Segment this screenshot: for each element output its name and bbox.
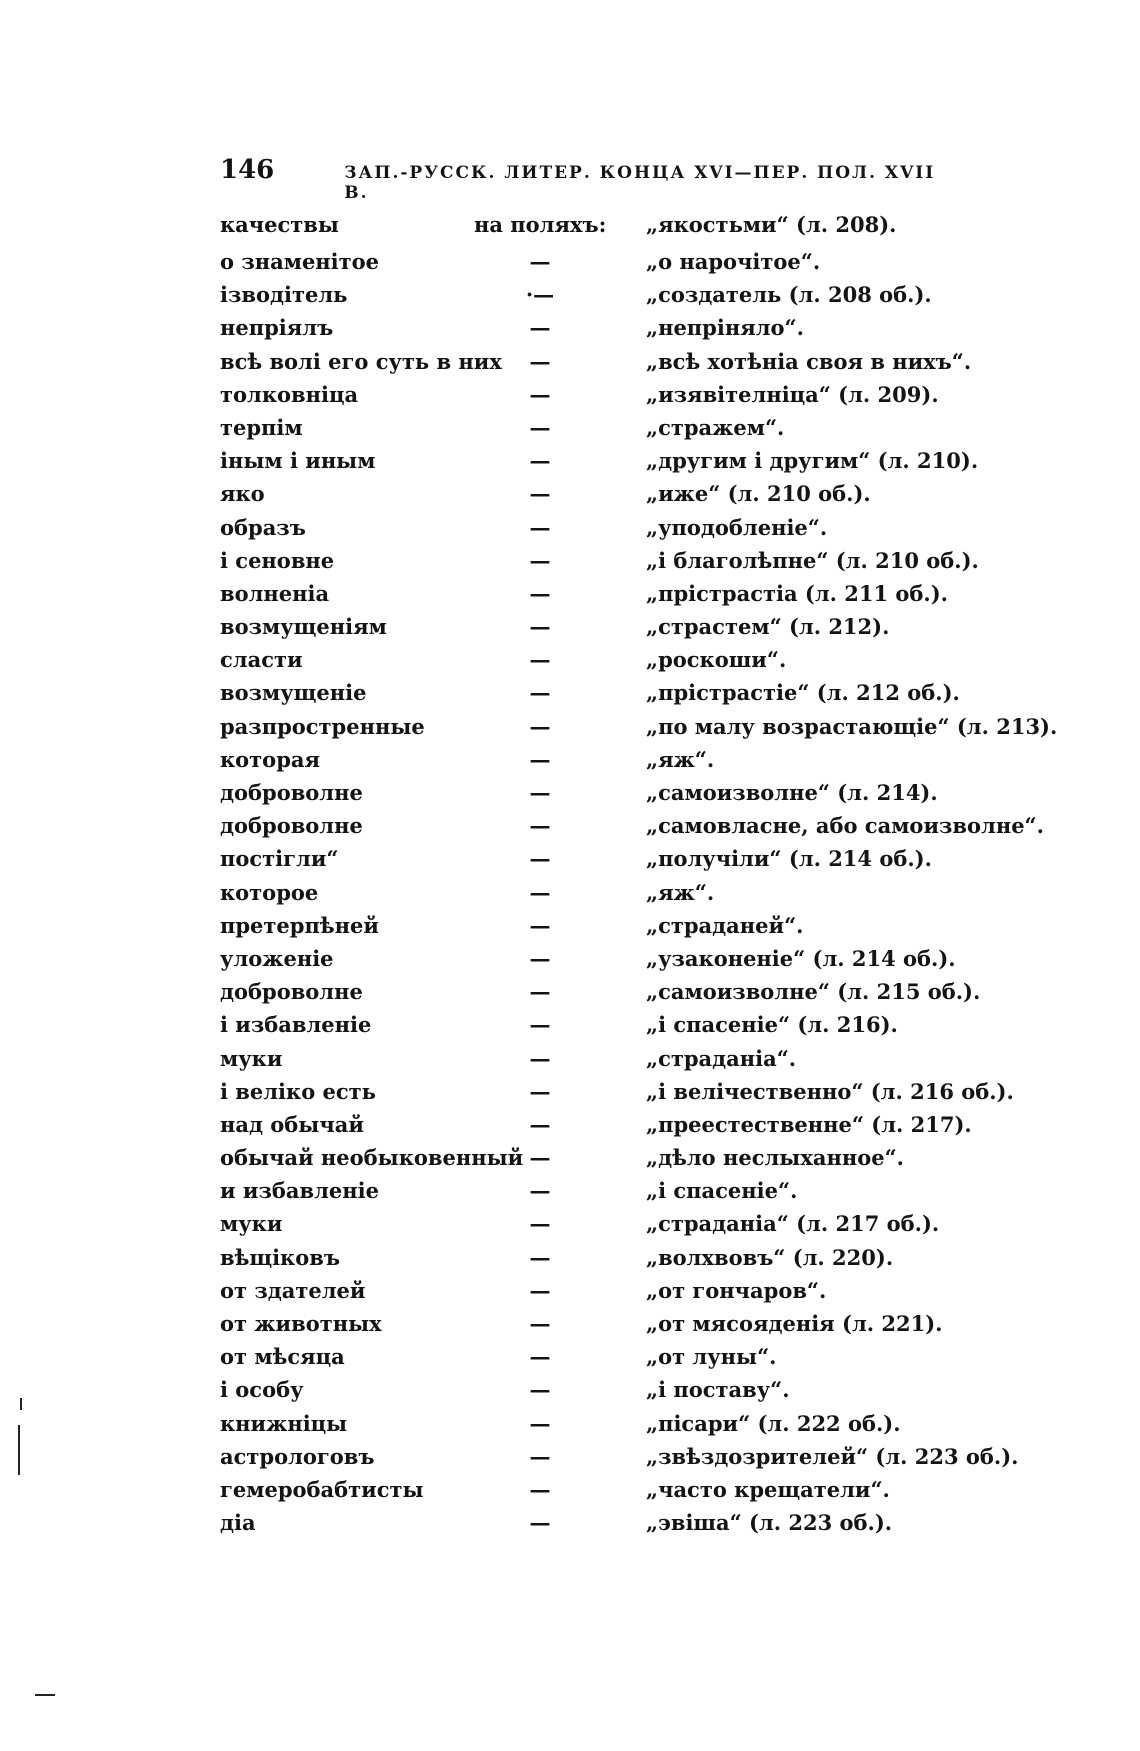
glossary-table xyxy=(220,212,1080,1539)
row-term: доброволне xyxy=(220,813,363,839)
table-row xyxy=(220,1307,1080,1340)
row-term: от здателей xyxy=(220,1277,366,1303)
row-dash: — xyxy=(529,249,551,274)
table-row xyxy=(220,1108,1080,1141)
row-translation: „пісари“ (л. 222 об.). xyxy=(646,1410,901,1436)
row-translation: „роскоши“. xyxy=(646,647,787,673)
table-row xyxy=(220,610,1080,643)
row-term: постігли“ xyxy=(220,846,339,872)
row-translation: „по малу возрастающіе“ (л. 213). xyxy=(646,713,1058,739)
row-translation: „дѣло неслыханное“. xyxy=(646,1145,904,1171)
margin-mark xyxy=(35,1694,55,1696)
row-translation: „і спасеніе“ (л. 216). xyxy=(646,1012,898,1038)
table-row xyxy=(220,710,1080,743)
row-translation: „эвіша“ (л. 223 об.). xyxy=(646,1510,893,1536)
row-term: возмущеніям xyxy=(220,614,387,640)
table-row xyxy=(220,1506,1080,1539)
row-translation: „получіли“ (л. 214 об.). xyxy=(646,846,932,872)
table-row xyxy=(220,1075,1080,1108)
row-translation: „самоизволне“ (л. 215 об.). xyxy=(646,979,981,1005)
table-row xyxy=(220,311,1080,344)
row-dash: — xyxy=(529,614,551,640)
table-row xyxy=(220,1373,1080,1406)
row-dash: — xyxy=(529,746,551,772)
table-row xyxy=(220,975,1080,1008)
row-term: о знаменітое xyxy=(220,249,380,274)
row-term: волненіа xyxy=(220,580,330,606)
row-term: от мѣсяца xyxy=(220,1344,345,1370)
row-translation: „прістрастіа (л. 211 об.). xyxy=(646,580,948,606)
row-dash: — xyxy=(529,1510,551,1536)
row-term: доброволне xyxy=(220,780,363,805)
row-translation: „от луны“. xyxy=(646,1344,777,1370)
column-header-left: качествы xyxy=(220,212,339,237)
row-term: і особу xyxy=(220,1377,304,1403)
row-dash: — xyxy=(529,348,551,374)
row-term: і избавленіе xyxy=(220,1012,372,1038)
row-dash: — xyxy=(529,713,551,739)
table-row xyxy=(220,643,1080,676)
row-term: разпростренные xyxy=(220,713,425,739)
row-dash: — xyxy=(529,1145,551,1171)
row-term: книжніцы xyxy=(220,1410,348,1436)
row-dash: — xyxy=(529,1111,551,1137)
row-dash: — xyxy=(529,979,551,1005)
margin-mark xyxy=(20,1398,22,1410)
row-dash: — xyxy=(529,1410,551,1436)
page-header xyxy=(220,155,940,203)
table-row xyxy=(220,743,1080,776)
row-translation: „изявітелніца“ (л. 209). xyxy=(646,381,939,407)
row-dash: — xyxy=(529,1244,551,1270)
row-dash: — xyxy=(529,1012,551,1038)
table-row xyxy=(220,345,1080,378)
row-translation: „о нарочітое“. xyxy=(646,249,821,274)
row-dash: — xyxy=(529,879,551,905)
row-translation: „і спасеніе“. xyxy=(646,1178,798,1204)
row-translation: „страданей“. xyxy=(646,912,804,938)
row-translation: „прістрастіе“ (л. 212 об.). xyxy=(646,680,960,706)
row-term: муки xyxy=(220,1045,283,1071)
table-row xyxy=(220,1241,1080,1274)
row-translation: „другим і другим“ (л. 210). xyxy=(646,448,979,474)
row-dash: — xyxy=(529,414,551,440)
row-translation: „всѣ хотѣніа своя в нихъ“. xyxy=(646,348,972,374)
row-translation: „і поставу“. xyxy=(646,1377,790,1403)
row-term: претерпѣней xyxy=(220,912,379,938)
row-term: муки xyxy=(220,1211,283,1237)
table-row xyxy=(220,1008,1080,1041)
row-translation: „страданіа“ (л. 217 об.). xyxy=(646,1211,940,1237)
row-term: яко xyxy=(220,481,265,507)
row-dash: — xyxy=(529,846,551,872)
row-term: толковніца xyxy=(220,381,359,407)
table-row xyxy=(220,876,1080,909)
table-row xyxy=(220,1407,1080,1440)
row-term: і сеновне xyxy=(220,547,335,573)
table-row xyxy=(220,942,1080,975)
row-dash: — xyxy=(529,647,551,673)
row-translation: „страданіа“. xyxy=(646,1045,797,1071)
row-dash: — xyxy=(529,514,551,540)
column-header-right: „якостьми“ (л. 208). xyxy=(646,212,897,237)
row-term: і веліко есть xyxy=(220,1078,376,1104)
margin-mark xyxy=(18,1425,20,1475)
row-dash: — xyxy=(529,481,551,507)
row-term: над обычай xyxy=(220,1111,364,1137)
row-dash: — xyxy=(529,680,551,706)
row-term: и избавленіе xyxy=(220,1178,379,1204)
running-head: ЗАП.-РУССК. ЛИТЕР. КОНЦА XVI—ПЕР. ПОЛ. XVII В. xyxy=(344,163,936,203)
row-translation: „стражем“. xyxy=(646,414,785,440)
row-dash: — xyxy=(529,448,551,474)
table-row xyxy=(220,1174,1080,1207)
row-term: діа xyxy=(220,1510,256,1536)
table-row xyxy=(220,1141,1080,1174)
row-translation: „яж“. xyxy=(646,746,715,772)
row-term: которая xyxy=(220,746,320,772)
row-dash: — xyxy=(529,1045,551,1071)
column-header-middle: на поляхъ: xyxy=(474,212,607,237)
table-row xyxy=(220,1340,1080,1373)
row-translation: „волхвовъ“ (л. 220). xyxy=(646,1244,894,1270)
table-row xyxy=(220,842,1080,875)
row-dash: — xyxy=(529,945,551,971)
row-translation: „і велічественно“ (л. 216 об.). xyxy=(646,1078,1014,1104)
row-dash: — xyxy=(529,1178,551,1204)
row-translation: „і благолѣпне“ (л. 210 об.). xyxy=(646,547,979,573)
table-row xyxy=(220,809,1080,842)
row-term: іным і иным xyxy=(220,448,376,474)
row-dash: — xyxy=(529,381,551,407)
row-term: которое xyxy=(220,879,319,905)
row-translation: „звѣздозрителей“ (л. 223 об.). xyxy=(646,1443,1019,1469)
row-term: всѣ волі его суть в них xyxy=(220,348,502,374)
row-translation: „яж“. xyxy=(646,879,715,905)
row-dash: — xyxy=(529,813,551,839)
row-translation: „от мясояденія (л. 221). xyxy=(646,1311,943,1336)
row-dash: — xyxy=(529,1311,551,1336)
table-row xyxy=(220,1473,1080,1506)
row-dash: — xyxy=(529,315,551,341)
row-dash: — xyxy=(529,1476,551,1502)
row-term: обычай необыковенный xyxy=(220,1145,524,1171)
row-translation: „часто крещатели“. xyxy=(646,1476,890,1502)
row-translation: „узаконеніе“ (л. 214 об.). xyxy=(646,945,956,971)
row-term: сласти xyxy=(220,647,303,673)
table-row xyxy=(220,1207,1080,1240)
row-dash: — xyxy=(529,580,551,606)
table-row xyxy=(220,676,1080,709)
row-translation: „от гончаров“. xyxy=(646,1277,827,1303)
row-term: гемеробабтисты xyxy=(220,1476,424,1502)
row-translation: „иже“ (л. 210 об.). xyxy=(646,481,871,507)
row-translation: „самоизволне“ (л. 214). xyxy=(646,780,938,805)
table-row xyxy=(220,477,1080,510)
table-row xyxy=(220,776,1080,809)
column-headers xyxy=(220,212,1080,245)
row-term: образъ xyxy=(220,514,306,540)
row-term: терпім xyxy=(220,414,303,440)
row-translation: „преестественне“ (л. 217). xyxy=(646,1111,972,1137)
row-dash: — xyxy=(529,1344,551,1370)
row-term: возмущеніе xyxy=(220,680,367,706)
row-term: уложеніе xyxy=(220,945,334,971)
row-translation: „самовласне, або самоизволне“. xyxy=(646,813,1044,839)
row-dash: — xyxy=(529,1211,551,1237)
row-dash: — xyxy=(529,1377,551,1403)
table-row xyxy=(220,511,1080,544)
row-dash: ·— xyxy=(525,282,555,308)
table-row xyxy=(220,544,1080,577)
table-row xyxy=(220,411,1080,444)
table-row xyxy=(220,1440,1080,1473)
table-row xyxy=(220,1042,1080,1075)
row-term: ізводітель xyxy=(220,282,348,308)
row-dash: — xyxy=(529,1277,551,1303)
row-translation: „создатель (л. 208 об.). xyxy=(646,282,932,308)
table-row xyxy=(220,245,1080,278)
table-row xyxy=(220,378,1080,411)
row-dash: — xyxy=(529,912,551,938)
row-term: непріялъ xyxy=(220,315,334,341)
page-number: 146 xyxy=(220,155,275,185)
table-row xyxy=(220,1274,1080,1307)
row-term: доброволне xyxy=(220,979,363,1005)
row-term: от животных xyxy=(220,1311,382,1336)
row-term: вѣщіковъ xyxy=(220,1244,340,1270)
row-translation: „страстем“ (л. 212). xyxy=(646,614,890,640)
table-row xyxy=(220,577,1080,610)
row-term: астрологовъ xyxy=(220,1443,375,1469)
row-dash: — xyxy=(529,780,551,805)
glossary-rows xyxy=(220,245,1080,1539)
row-dash: — xyxy=(529,1078,551,1104)
table-row xyxy=(220,278,1080,311)
row-translation: „непріняло“. xyxy=(646,315,804,341)
table-row xyxy=(220,444,1080,477)
table-row xyxy=(220,909,1080,942)
row-dash: — xyxy=(529,1443,551,1469)
row-translation: „уподобленіе“. xyxy=(646,514,828,540)
row-dash: — xyxy=(529,547,551,573)
